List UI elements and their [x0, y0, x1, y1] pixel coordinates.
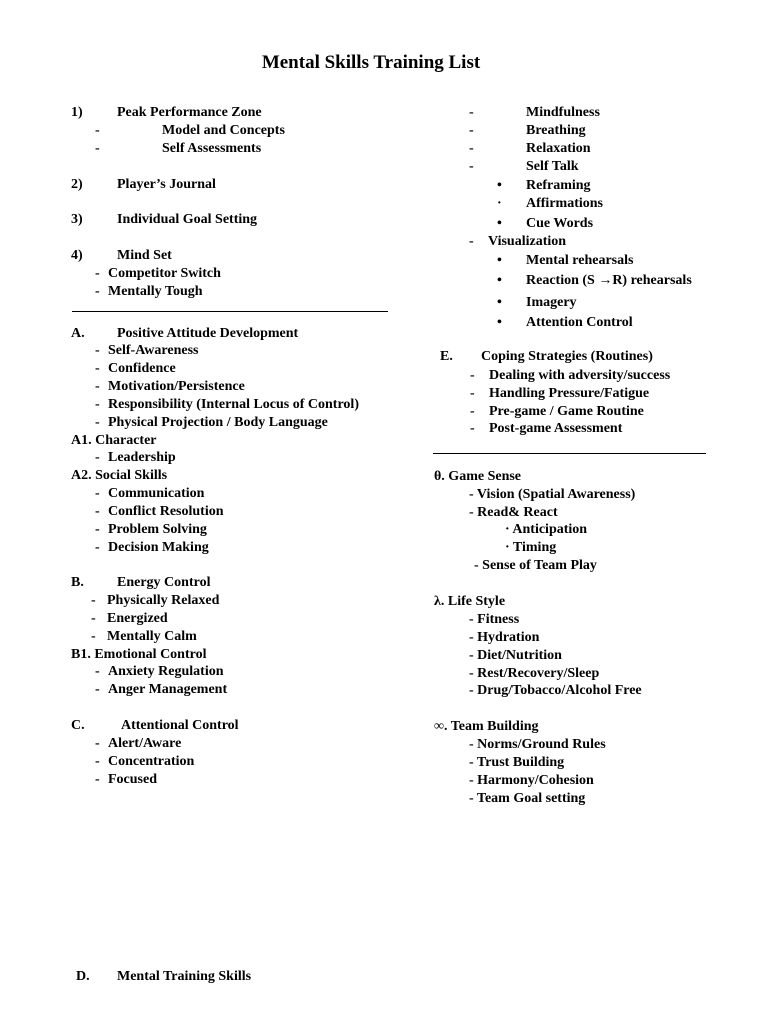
right-item-self-talk-marker: -	[469, 159, 474, 174]
right-item-diet-nutrition: - Diet/Nutrition	[469, 648, 562, 663]
left-item-mentally-tough-marker: -	[95, 284, 100, 299]
left-item-physical-projection-body-language: Physical Projection / Body Language	[108, 415, 328, 430]
left-item-positive-attitude-development-marker: A.	[71, 326, 85, 341]
left-item-alert-aware: Alert/Aware	[108, 736, 182, 751]
right-item-post-game-assessment-marker: -	[470, 421, 475, 436]
left-item-mental-training-skills-marker: D.	[76, 969, 90, 984]
right-item-sense-of-team-play: - Sense of Team Play	[474, 558, 597, 573]
right-item-dealing-with-adversity-success: Dealing with adversity/success	[489, 368, 671, 383]
left-item-communication: Communication	[108, 486, 205, 501]
right-item-game-sense: θ. Game Sense	[434, 469, 522, 484]
left-item-model-and-concepts: Model and Concepts	[162, 123, 285, 138]
right-item-coping-strategies-routines: Coping Strategies (Routines)	[481, 349, 653, 364]
right-item-visualization: Visualization	[488, 234, 567, 249]
right-item-read-react: - Read& React	[469, 505, 558, 520]
right-item-mindfulness: Mindfulness	[526, 105, 600, 120]
left-item-mental-training-skills: Mental Training Skills	[117, 969, 252, 984]
left-item-decision-making: Decision Making	[108, 540, 209, 555]
left-item-conflict-resolution: Conflict Resolution	[108, 504, 224, 519]
left-item-individual-goal-setting: Individual Goal Setting	[117, 212, 258, 227]
left-item-motivation-persistence: Motivation/Persistence	[108, 379, 245, 394]
left-divider	[72, 311, 388, 312]
left-item-model-and-concepts-marker: -	[95, 123, 100, 138]
left-item-player-s-journal: Player’s Journal	[117, 177, 216, 192]
right-item-team-goal-setting: - Team Goal setting	[469, 791, 586, 806]
left-item-mind-set-marker: 4)	[71, 248, 83, 263]
document-title: Mental Skills Training List	[261, 52, 481, 73]
right-item-attention-control: Attention Control	[526, 315, 633, 330]
right-item-affirmations: Affirmations	[526, 196, 603, 211]
left-item-peak-performance-zone: Peak Performance Zone	[117, 105, 262, 120]
right-item-fitness: - Fitness	[469, 612, 520, 627]
right-item-mental-rehearsals: Mental rehearsals	[526, 253, 634, 268]
left-item-problem-solving-marker: -	[95, 522, 100, 537]
right-item-attention-control-marker: •	[497, 315, 502, 330]
right-divider	[433, 453, 706, 454]
left-item-focused-marker: -	[95, 772, 100, 787]
left-item-responsibility-internal-locus-of-control-marker: -	[95, 397, 100, 412]
right-item-handling-pressure-fatigue-marker: -	[470, 386, 475, 401]
left-item-mentally-calm: Mentally Calm	[107, 629, 197, 644]
right-item-trust-building: - Trust Building	[469, 755, 565, 770]
left-item-energized-marker: -	[91, 611, 96, 626]
right-item-affirmations-marker: ·	[497, 196, 502, 211]
left-item-leadership: Leadership	[108, 450, 176, 465]
left-item-decision-making-marker: -	[95, 540, 100, 555]
right-item-reframing-marker: •	[497, 178, 502, 193]
left-item-player-s-journal-marker: 2)	[71, 177, 83, 192]
right-item-vision-spatial-awareness: - Vision (Spatial Awareness)	[469, 487, 636, 502]
right-item-reframing: Reframing	[526, 178, 591, 193]
left-item-leadership-marker: -	[95, 450, 100, 465]
left-item-responsibility-internal-locus-of-control: Responsibility (Internal Locus of Control)	[108, 397, 359, 412]
left-item-physical-projection-body-language-marker: -	[95, 415, 100, 430]
right-item-pre-game-game-routine-marker: -	[470, 404, 475, 419]
left-item-anxiety-regulation-marker: -	[95, 664, 100, 679]
right-item-breathing-marker: -	[469, 123, 474, 138]
right-item-reaction-s-r-rehearsals: Reaction (S →R) rehearsals	[526, 273, 692, 288]
right-item-reaction-s-r-rehearsals-marker: •	[497, 273, 502, 288]
left-item-concentration-marker: -	[95, 754, 100, 769]
left-item-focused: Focused	[108, 772, 157, 787]
right-item-harmony-cohesion: - Harmony/Cohesion	[469, 773, 594, 788]
left-item-alert-aware-marker: -	[95, 736, 100, 751]
left-item-mentally-calm-marker: -	[91, 629, 96, 644]
left-item-self-assessments: Self Assessments	[162, 141, 262, 156]
left-item-a1-character: A1. Character	[71, 433, 157, 448]
left-item-concentration: Concentration	[108, 754, 195, 769]
left-item-problem-solving: Problem Solving	[108, 522, 207, 537]
right-item-drug-tobacco-alcohol-free: - Drug/Tobacco/Alcohol Free	[469, 683, 642, 698]
left-item-energized: Energized	[107, 611, 168, 626]
right-item-mindfulness-marker: -	[469, 105, 474, 120]
left-item-anger-management: Anger Management	[108, 682, 228, 697]
left-item-physically-relaxed: Physically Relaxed	[107, 593, 220, 608]
right-item-relaxation-marker: -	[469, 141, 474, 156]
right-item-timing: · Timing	[505, 540, 557, 555]
left-item-mentally-tough: Mentally Tough	[108, 284, 203, 299]
left-item-energy-control-marker: B.	[71, 575, 84, 590]
right-item-anticipation: · Anticipation	[505, 522, 588, 537]
left-item-confidence-marker: -	[95, 361, 100, 376]
right-item-post-game-assessment: Post-game Assessment	[489, 421, 623, 436]
left-item-confidence: Confidence	[108, 361, 176, 376]
left-item-b1-emotional-control: B1. Emotional Control	[71, 647, 207, 662]
right-item-life-style: λ. Life Style	[434, 594, 506, 609]
left-item-a2-social-skills: A2. Social Skills	[71, 468, 168, 483]
right-item-breathing: Breathing	[526, 123, 586, 138]
right-item-relaxation: Relaxation	[526, 141, 591, 156]
right-item-visualization-marker: -	[469, 234, 474, 249]
left-item-conflict-resolution-marker: -	[95, 504, 100, 519]
right-item-norms-ground-rules: - Norms/Ground Rules	[469, 737, 606, 752]
left-item-self-assessments-marker: -	[95, 141, 100, 156]
right-item-handling-pressure-fatigue: Handling Pressure/Fatigue	[489, 386, 650, 401]
right-item-coping-strategies-routines-marker: E.	[440, 349, 453, 364]
left-item-competitor-switch-marker: -	[95, 266, 100, 281]
left-item-anger-management-marker: -	[95, 682, 100, 697]
left-item-attentional-control: Attentional Control	[121, 718, 239, 733]
right-item-dealing-with-adversity-success-marker: -	[470, 368, 475, 383]
right-item-cue-words-marker: •	[497, 216, 502, 231]
right-item-hydration: - Hydration	[469, 630, 540, 645]
left-item-mind-set: Mind Set	[117, 248, 172, 263]
left-item-energy-control: Energy Control	[117, 575, 211, 590]
left-item-self-awareness: Self-Awareness	[108, 343, 199, 358]
right-item-cue-words: Cue Words	[526, 216, 594, 231]
left-item-communication-marker: -	[95, 486, 100, 501]
right-item-imagery-marker: •	[497, 295, 502, 310]
left-item-physically-relaxed-marker: -	[91, 593, 96, 608]
left-item-self-awareness-marker: -	[95, 343, 100, 358]
left-item-competitor-switch: Competitor Switch	[108, 266, 221, 281]
right-item-mental-rehearsals-marker: •	[497, 253, 502, 268]
right-item-rest-recovery-sleep: - Rest/Recovery/Sleep	[469, 666, 600, 681]
left-item-individual-goal-setting-marker: 3)	[71, 212, 83, 227]
right-item-imagery: Imagery	[526, 295, 577, 310]
left-item-peak-performance-zone-marker: 1)	[71, 105, 83, 120]
left-item-anxiety-regulation: Anxiety Regulation	[108, 664, 224, 679]
left-item-positive-attitude-development: Positive Attitude Development	[117, 326, 299, 341]
right-item-self-talk: Self Talk	[526, 159, 579, 174]
left-item-motivation-persistence-marker: -	[95, 379, 100, 394]
left-item-attentional-control-marker: C.	[71, 718, 85, 733]
right-item-team-building: ∞. Team Building	[434, 719, 539, 734]
right-item-pre-game-game-routine: Pre-game / Game Routine	[489, 404, 644, 419]
